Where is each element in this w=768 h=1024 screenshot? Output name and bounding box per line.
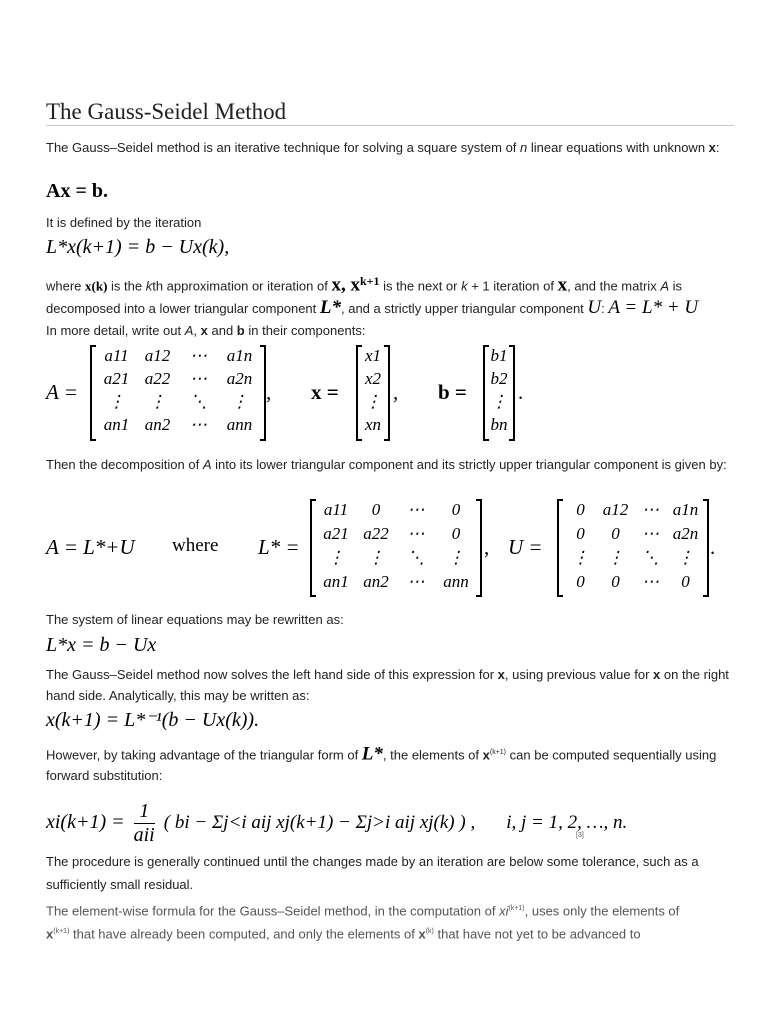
matrix-a-entry: an2 [144,415,171,434]
matrix-u-entry: 0 [576,572,585,591]
vector-b [483,346,515,440]
vector-x [356,346,390,440]
matrix-a-entry: an1 [103,415,130,434]
matrix-u-grid [559,500,707,596]
matrix-a-entry: a2n [226,369,253,388]
matrix-a-entry: a22 [144,369,171,388]
paragraph-rewritten: The system of linear equations may be rewritten as: [46,612,344,627]
matrix-l-entry: an2 [363,572,389,591]
vector-b-entry: ⋮ [490,392,508,411]
matrix-u-entry: ⋮ [607,548,624,567]
matrix-a-entry: ⋯ [190,369,207,388]
matrix-a-comma: , [266,380,272,404]
matrix-l-entry: a21 [323,524,349,543]
matrix-l-entry: 0 [371,500,381,519]
matrix-l-entry: ⋯ [407,524,425,543]
paragraph-decomposition: Then the decomposition of A into its lower triangular component and its strictly upper triangular component is given by: [46,457,727,472]
matrix-a-entry: ⋮ [108,392,125,411]
matrix-a-entry: ⋮ [231,392,248,411]
matrix-a-entry: ann [226,415,253,434]
vector-x-entry: xn [364,415,382,434]
matrix-l-entry: a22 [363,524,389,543]
matrix-l-entry: ⋮ [367,548,385,567]
matrix-l [310,500,482,596]
matrix-l-entry: a11 [323,500,349,519]
paragraph-iteration: It is defined by the iteration [46,215,202,230]
vector-x-label: x = [311,380,339,404]
matrix-u-entry: ⋯ [642,500,659,519]
matrix-l-entry: ann [443,572,469,591]
decomposition-lhs: A = L*+U [46,535,135,559]
title-divider [46,125,734,126]
matrix-l-entry: an1 [323,572,349,591]
paragraph-triangular: However, by taking advantage of the triangular form of L*, the elements of $x^{(k+1)}$ can be computed sequentially using forward substitution: [46,743,717,784]
vector-b-entry: b2 [490,369,508,388]
matrix-a-entry: ⋯ [190,415,207,434]
equation-forward-substitution: xi(k+1) = 1 aii ( bi − Σj<i aij xj(k+1) − Σj>i aij xj(k) ) , i, j = 1, 2, …, n. [46,800,628,846]
matrix-a-entry: a1n [226,346,253,365]
matrix-l-entry: ⋮ [327,548,345,567]
matrix-u-entry: ⋯ [642,572,659,591]
matrix-a-entry: ⋮ [149,392,166,411]
vector-b-entry: b1 [490,346,508,365]
matrix-u-entry: ⋮ [572,548,589,567]
decomposition-where: where [172,535,219,556]
matrix-l-entry: ⋱ [407,548,425,567]
reference-3[interactable]: [3] [576,832,584,839]
matrix-a-grid [92,346,264,438]
matrix-u-entry: ⋯ [642,524,659,543]
matrix-u [557,500,709,596]
matrix-l-entry: 0 [451,500,461,519]
matrix-u-entry: 0 [681,572,690,591]
vector-x-entry: x2 [364,369,382,388]
matrix-a-entry: a21 [103,369,130,388]
vector-x-entry: ⋮ [364,392,382,411]
matrix-l-grid [312,500,480,596]
matrix-u-entry: a1n [672,500,699,519]
equation-analytic: x(k+1) = L*⁻¹(b − Ux(k)). [46,709,260,731]
equation-iteration: L*x(k+1) = b − Ux(k), [46,236,230,258]
matrix-u-entry: 0 [611,572,620,591]
paragraph-procedure: The procedure is generally continued until the changes made by an iteration are below some tolerance, such as a sufficiently small residual. [46,854,699,892]
matrix-u-label: U = [508,535,543,559]
vector-b-entry: bn [490,415,508,434]
matrix-a-entry: ⋱ [190,392,207,411]
matrix-a [90,346,266,440]
matrix-a-entry: ⋯ [190,346,207,365]
matrix-l-comma: , [484,535,490,559]
matrix-l-entry: ⋯ [407,500,425,519]
vector-b-label: b = [438,380,467,404]
matrix-u-entry: 0 [576,500,585,519]
equation-rewritten: L*x = b − Ux [46,634,157,656]
matrix-u-entry: ⋱ [642,548,659,567]
vector-x-comma: , [393,380,399,404]
vector-x-entry: x1 [364,346,382,365]
matrix-a-entry: a11 [104,346,129,365]
matrix-u-entry: ⋮ [677,548,694,567]
matrix-l-entry: 0 [451,524,461,543]
paragraph-solves: The Gauss–Seidel method now solves the left hand side of this expression for x, using previous value for x on the right hand side. Analytically, this may be written as: [46,667,729,703]
matrix-l-entry: ⋯ [407,572,425,591]
vector-b-period: . [518,380,524,404]
matrix-u-entry: 0 [576,524,585,543]
matrix-l-entry: ⋮ [447,548,465,567]
paragraph-intro: The Gauss–Seidel method is an iterative technique for solving a square system of n linear equations with unknown x: [46,140,720,155]
paragraph-components: In more detail, write out A, x and b in their components: [46,323,366,338]
matrix-u-entry: 0 [611,524,620,543]
matrix-a-label: A = [46,380,78,404]
matrix-u-entry: a2n [672,524,699,543]
paragraph-where: where x(k) is the kth approximation or iteration of x, xk+1 is the next or k + 1 iteration of x, and the matrix A is decomposed into a lower triangular component L*, and a strictly upper triangular component U: A = L* + U [46,274,699,319]
vector-x-grid [358,346,388,438]
vector-b-grid [485,346,513,438]
matrix-u-entry: a12 [602,500,629,519]
paragraph-element-wise: The element-wise formula for the Gauss–Seidel method, in the computation of $xi^{(k+1)}$, uses only the elements of $x^{(k+1)}$ that have already been computed, and only the elements of $x^{(k)}$ that have not yet to be advanced to [46,903,680,942]
matrix-a-entry: a12 [144,346,171,365]
page-title: The Gauss-Seidel Method [46,99,287,124]
equation-ax-b: Ax = b. [46,180,108,202]
matrix-u-period: . [710,535,716,559]
matrix-l-label: L* = [258,535,300,559]
fraction: 1 aii [133,800,155,846]
